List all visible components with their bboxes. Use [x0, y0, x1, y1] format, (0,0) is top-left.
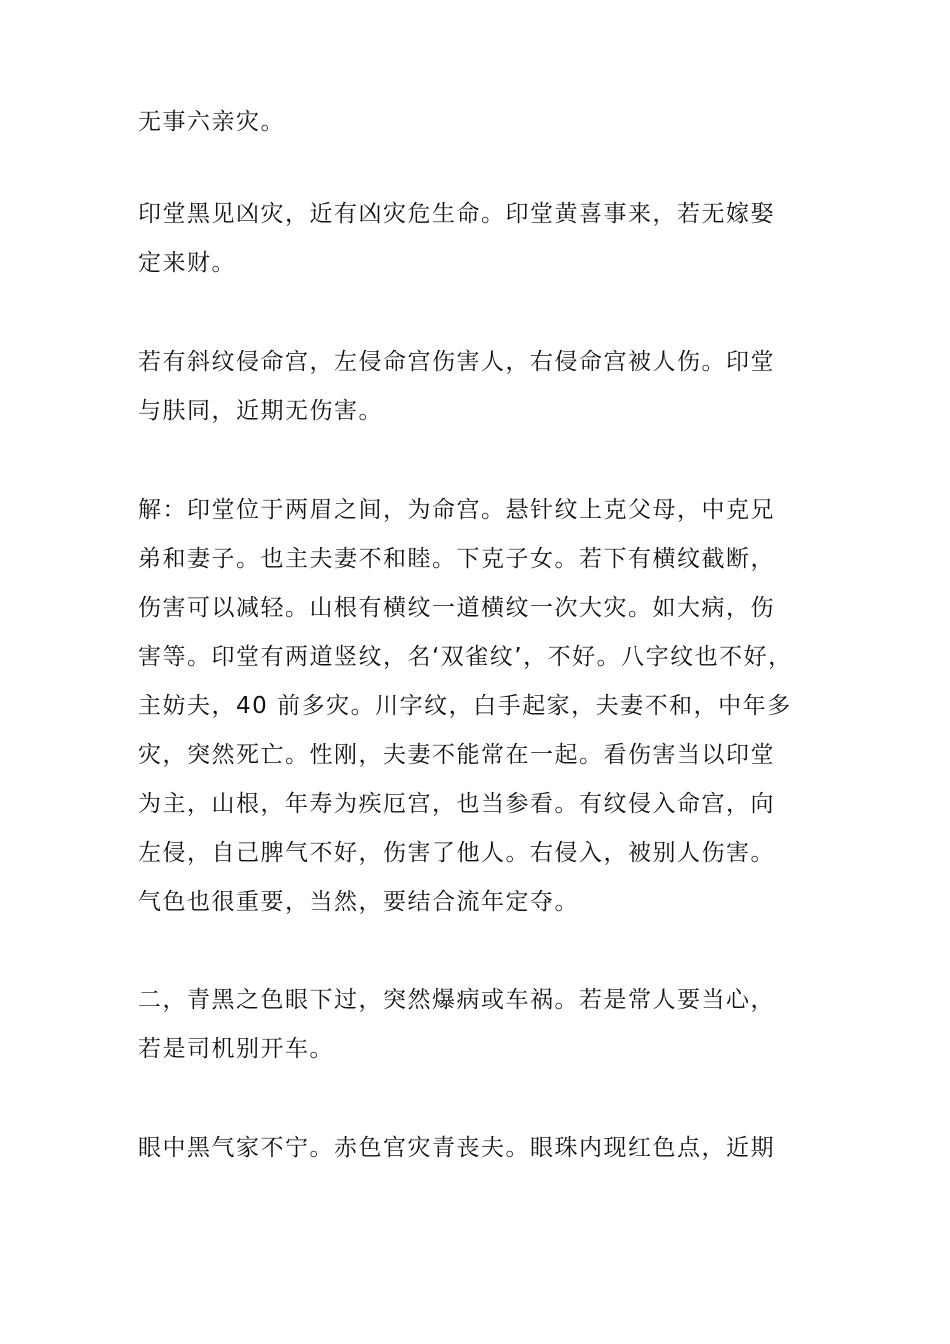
text-line: 若是司机别开车。	[138, 1036, 334, 1062]
text-line: 左侵，自己脾气不好，伤害了他人。右侵入，被别人伤害。	[138, 840, 775, 866]
paragraph-3	[138, 338, 838, 436]
text-line: 为主，山根，年寿为疾厄宫，也当参看。有纹侵入命宫，向	[138, 791, 775, 817]
text-line: 主妨夫，40 前多灾。川字纹，白手起家，夫妻不和，中年多	[138, 693, 792, 719]
text-line: 气色也很重要，当然，要结合流年定夺。	[138, 889, 579, 915]
text-line: 解：印堂位于两眉之间，为命宫。悬针纹上克父母，中克兄	[138, 497, 775, 523]
text-line: 无事六亲灾。	[138, 109, 285, 135]
text-line: 伤害可以减轻。山根有横纹一道横纹一次大灾。如大病，伤	[138, 595, 775, 621]
paragraph-6	[138, 1124, 838, 1173]
paragraph-5	[138, 976, 838, 1074]
text-line: 弟和妻子。也主夫妻不和睦。下克子女。若下有横纹截断，	[138, 546, 775, 572]
paragraph-4	[138, 486, 838, 927]
text-line: 与肤同，近期无伤害。	[138, 398, 383, 424]
text-line: 若有斜纹侵命宫，左侵命宫伤害人，右侵命宫被人伤。印堂	[138, 349, 775, 375]
paragraph-1	[138, 98, 838, 147]
text-line: 定来财。	[138, 250, 236, 276]
paragraph-2	[138, 190, 838, 288]
text-line: 眼中黑气家不宁。赤色官灾青丧夫。眼珠内现红色点，近期	[138, 1135, 775, 1161]
text-line: 害等。印堂有两道竖纹，名‘双雀纹’，不好。八字纹也不好，	[138, 644, 793, 670]
text-line: 灾，突然死亡。性刚，夫妻不能常在一起。看伤害当以印堂	[138, 742, 775, 768]
text-line: 二，青黑之色眼下过，突然爆病或车祸。若是常人要当心，	[138, 987, 775, 1013]
text-line: 印堂黑见凶灾，近有凶灾危生命。印堂黄喜事来，若无嫁娶	[138, 201, 775, 227]
